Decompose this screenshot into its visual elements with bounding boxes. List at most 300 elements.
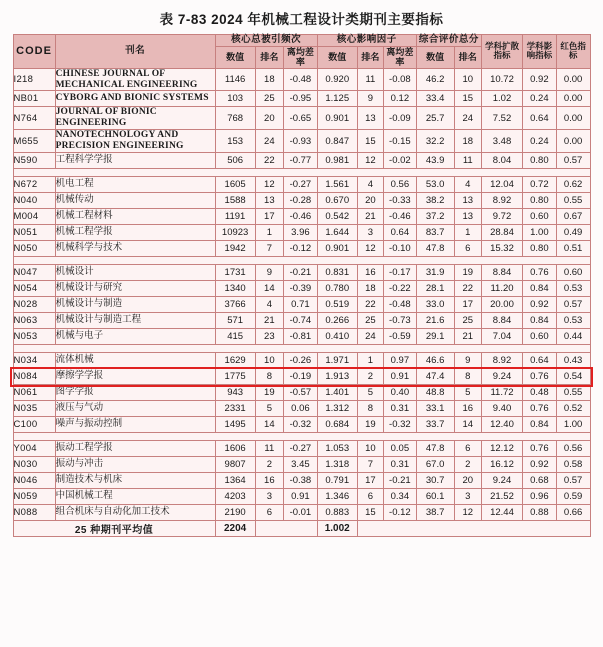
cell-score-value: 53.0 — [416, 177, 454, 193]
row-journal-name: JOURNAL OF BIONIC ENGINEERING — [55, 107, 215, 130]
cell-impact-value: 0.780 — [317, 281, 357, 297]
cell-impact-dev: 0.31 — [384, 457, 417, 473]
cell-score-rank: 25 — [454, 313, 481, 329]
row-code: NB01 — [13, 91, 55, 107]
cell-citations-rank: 17 — [255, 209, 283, 225]
cell-red-index: 0.56 — [556, 441, 590, 457]
row-code: N047 — [13, 265, 55, 281]
cell-impact-value: 0.670 — [317, 193, 357, 209]
table-row — [13, 473, 590, 489]
row-code: N672 — [13, 177, 55, 193]
cell-score-value: 29.1 — [416, 329, 454, 345]
cell-impact-dev: -0.22 — [384, 281, 417, 297]
cell-diffusion: 28.84 — [481, 225, 522, 241]
cell-score-value: 47.8 — [416, 441, 454, 457]
cell-citations-value: 1191 — [215, 209, 255, 225]
cell-diffusion: 20.00 — [481, 297, 522, 313]
cell-impact-rank: 25 — [357, 313, 383, 329]
cell-red-index: 0.52 — [556, 401, 590, 417]
table-row — [13, 68, 590, 91]
cell-impact-rank: 12 — [357, 153, 383, 169]
cell-red-index: 0.67 — [556, 209, 590, 225]
cell-diffusion: 10.72 — [481, 68, 522, 91]
cell-impact-dev: 0.91 — [384, 369, 417, 385]
cell-red-index: 0.57 — [556, 297, 590, 313]
cell-score-rank: 5 — [454, 385, 481, 401]
cell-impact-rank: 17 — [357, 473, 383, 489]
row-spacer — [13, 345, 590, 353]
row-code: N084 — [13, 369, 55, 385]
cell-impact-value: 0.920 — [317, 68, 357, 91]
cell-red-index: 0.60 — [556, 265, 590, 281]
row-journal-name: 噪声与振动控制 — [55, 417, 215, 433]
row-code: N046 — [13, 473, 55, 489]
cell-impact-rank: 24 — [357, 329, 383, 345]
cell-score-rank: 13 — [454, 209, 481, 225]
cell-impact-value: 0.901 — [317, 241, 357, 257]
row-journal-name: 机械工程学报 — [55, 225, 215, 241]
cell-score-rank: 21 — [454, 329, 481, 345]
cell-red-index: 0.00 — [556, 91, 590, 107]
cell-influence: 0.80 — [523, 193, 557, 209]
cell-diffusion: 11.20 — [481, 281, 522, 297]
table-row — [13, 91, 590, 107]
cell-diffusion: 8.92 — [481, 193, 522, 209]
total-blank-a — [255, 521, 317, 537]
table-row — [13, 385, 590, 401]
cell-red-index: 0.62 — [556, 177, 590, 193]
header-journal: 刊名 — [55, 35, 215, 69]
table-row — [13, 193, 590, 209]
row-code: N051 — [13, 225, 55, 241]
cell-score-rank: 14 — [454, 417, 481, 433]
cell-red-index: 0.00 — [556, 107, 590, 130]
cell-diffusion: 3.48 — [481, 130, 522, 153]
cell-citations-value: 1588 — [215, 193, 255, 209]
cell-score-value: 28.1 — [416, 281, 454, 297]
cell-score-value: 25.7 — [416, 107, 454, 130]
cell-influence: 0.24 — [523, 91, 557, 107]
row-journal-name: 机械传动 — [55, 193, 215, 209]
cell-citations-rank: 16 — [255, 473, 283, 489]
cell-diffusion: 12.40 — [481, 417, 522, 433]
cell-diffusion: 1.02 — [481, 91, 522, 107]
cell-citations-rank: 21 — [255, 313, 283, 329]
cell-influence: 0.76 — [523, 265, 557, 281]
cell-citations-value: 506 — [215, 153, 255, 169]
table-row-total — [13, 521, 590, 537]
cell-impact-value: 0.266 — [317, 313, 357, 329]
cell-score-rank: 12 — [454, 505, 481, 521]
cell-impact-dev: 0.97 — [384, 353, 417, 369]
cell-citations-value: 1942 — [215, 241, 255, 257]
cell-red-index: 0.44 — [556, 329, 590, 345]
header-citations-rank: 排名 — [255, 46, 283, 68]
cell-citations-dev: 3.45 — [284, 457, 318, 473]
cell-diffusion: 12.44 — [481, 505, 522, 521]
cell-impact-value: 0.684 — [317, 417, 357, 433]
cell-score-value: 83.7 — [416, 225, 454, 241]
cell-citations-dev: 0.71 — [284, 297, 318, 313]
cell-impact-dev: -0.21 — [384, 473, 417, 489]
cell-diffusion: 8.84 — [481, 313, 522, 329]
cell-citations-rank: 25 — [255, 91, 283, 107]
cell-citations-rank: 20 — [255, 107, 283, 130]
cell-citations-value: 10923 — [215, 225, 255, 241]
cell-citations-value: 1364 — [215, 473, 255, 489]
cell-citations-dev: -0.81 — [284, 329, 318, 345]
cell-score-rank: 17 — [454, 297, 481, 313]
row-journal-name: 机械工程材料 — [55, 209, 215, 225]
cell-citations-rank: 3 — [255, 489, 283, 505]
row-code: N590 — [13, 153, 55, 169]
row-journal-name: 液压与气动 — [55, 401, 215, 417]
cell-citations-dev: 3.96 — [284, 225, 318, 241]
cell-impact-dev: -0.12 — [384, 505, 417, 521]
cell-score-value: 33.0 — [416, 297, 454, 313]
cell-diffusion: 12.12 — [481, 441, 522, 457]
cell-score-value: 47.4 — [416, 369, 454, 385]
cell-citations-rank: 12 — [255, 177, 283, 193]
cell-impact-rank: 20 — [357, 193, 383, 209]
cell-score-value: 31.9 — [416, 265, 454, 281]
cell-citations-value: 943 — [215, 385, 255, 401]
cell-citations-dev: -0.39 — [284, 281, 318, 297]
cell-impact-rank: 16 — [357, 265, 383, 281]
cell-impact-value: 0.519 — [317, 297, 357, 313]
cell-citations-rank: 14 — [255, 281, 283, 297]
row-code: N764 — [13, 107, 55, 130]
cell-influence: 0.60 — [523, 209, 557, 225]
table-row — [13, 505, 590, 521]
cell-impact-dev: 0.34 — [384, 489, 417, 505]
cell-influence: 0.76 — [523, 369, 557, 385]
row-code: N054 — [13, 281, 55, 297]
cell-influence: 0.68 — [523, 473, 557, 489]
cell-score-rank: 6 — [454, 441, 481, 457]
cell-impact-dev: 0.56 — [384, 177, 417, 193]
cell-impact-value: 1.644 — [317, 225, 357, 241]
cell-impact-dev: 0.64 — [384, 225, 417, 241]
cell-influence: 0.76 — [523, 441, 557, 457]
row-code: N028 — [13, 297, 55, 313]
table-row — [13, 153, 590, 169]
cell-influence: 0.72 — [523, 177, 557, 193]
cell-impact-dev: -0.02 — [384, 153, 417, 169]
cell-citations-dev: -0.27 — [284, 441, 318, 457]
cell-diffusion: 8.84 — [481, 265, 522, 281]
cell-impact-value: 0.831 — [317, 265, 357, 281]
cell-impact-value: 0.901 — [317, 107, 357, 130]
cell-influence: 0.80 — [523, 241, 557, 257]
cell-impact-value: 1.312 — [317, 401, 357, 417]
cell-citations-dev: 0.06 — [284, 401, 318, 417]
row-journal-name: 机械设计 — [55, 265, 215, 281]
cell-red-index: 0.57 — [556, 473, 590, 489]
cell-red-index: 0.53 — [556, 313, 590, 329]
row-code: N040 — [13, 193, 55, 209]
cell-citations-dev: -0.65 — [284, 107, 318, 130]
cell-influence: 0.76 — [523, 401, 557, 417]
table-row — [13, 107, 590, 130]
cell-citations-value: 1606 — [215, 441, 255, 457]
cell-score-value: 43.9 — [416, 153, 454, 169]
header-score-rank: 排名 — [454, 46, 481, 68]
cell-impact-rank: 8 — [357, 401, 383, 417]
cell-impact-rank: 12 — [357, 241, 383, 257]
cell-impact-dev: -0.59 — [384, 329, 417, 345]
header-citations-dev: 离均差率 — [284, 46, 318, 68]
cell-influence: 0.92 — [523, 457, 557, 473]
cell-citations-value: 103 — [215, 91, 255, 107]
cell-impact-value: 1.561 — [317, 177, 357, 193]
table-row — [13, 457, 590, 473]
cell-citations-dev: -0.46 — [284, 209, 318, 225]
cell-diffusion: 9.72 — [481, 209, 522, 225]
cell-score-rank: 13 — [454, 193, 481, 209]
table-row — [13, 177, 590, 193]
cell-red-index: 0.54 — [556, 369, 590, 385]
cell-score-rank: 8 — [454, 369, 481, 385]
table-row — [13, 353, 590, 369]
cell-diffusion: 9.24 — [481, 369, 522, 385]
cell-red-index: 0.55 — [556, 193, 590, 209]
cell-citations-rank: 14 — [255, 417, 283, 433]
cell-diffusion: 8.92 — [481, 353, 522, 369]
cell-impact-value: 0.410 — [317, 329, 357, 345]
cell-citations-rank: 10 — [255, 353, 283, 369]
cell-impact-value: 1.318 — [317, 457, 357, 473]
cell-impact-rank: 21 — [357, 209, 383, 225]
cell-red-index: 0.49 — [556, 225, 590, 241]
cell-citations-rank: 6 — [255, 505, 283, 521]
cell-diffusion: 9.40 — [481, 401, 522, 417]
cell-citations-value: 1340 — [215, 281, 255, 297]
cell-influence: 0.84 — [523, 281, 557, 297]
cell-diffusion: 8.04 — [481, 153, 522, 169]
cell-citations-value: 1629 — [215, 353, 255, 369]
cell-impact-value: 0.791 — [317, 473, 357, 489]
cell-citations-dev: -0.27 — [284, 177, 318, 193]
total-impact: 1.002 — [317, 521, 357, 537]
cell-influence: 0.80 — [523, 153, 557, 169]
cell-impact-rank: 22 — [357, 297, 383, 313]
cell-red-index: 0.58 — [556, 457, 590, 473]
table-row — [13, 369, 590, 385]
journal-metrics-table — [13, 34, 591, 537]
table-row — [13, 401, 590, 417]
cell-score-rank: 15 — [454, 91, 481, 107]
cell-diffusion: 15.32 — [481, 241, 522, 257]
row-code: N050 — [13, 241, 55, 257]
cell-citations-dev: 0.91 — [284, 489, 318, 505]
row-spacer — [13, 169, 590, 177]
cell-impact-rank: 7 — [357, 457, 383, 473]
row-code: N035 — [13, 401, 55, 417]
cell-citations-value: 9807 — [215, 457, 255, 473]
cell-diffusion: 21.52 — [481, 489, 522, 505]
cell-citations-dev: -0.19 — [284, 369, 318, 385]
cell-citations-dev: -0.32 — [284, 417, 318, 433]
cell-impact-value: 0.883 — [317, 505, 357, 521]
row-spacer — [13, 257, 590, 265]
cell-score-value: 33.7 — [416, 417, 454, 433]
cell-impact-dev: -0.32 — [384, 417, 417, 433]
row-code: N059 — [13, 489, 55, 505]
cell-citations-dev: -0.93 — [284, 130, 318, 153]
cell-score-rank: 16 — [454, 401, 481, 417]
table-row-spacer — [13, 169, 590, 177]
cell-red-index: 0.51 — [556, 241, 590, 257]
row-code: M655 — [13, 130, 55, 153]
row-journal-name: 机械设计与制造 — [55, 297, 215, 313]
cell-impact-rank: 11 — [357, 68, 383, 91]
cell-citations-value: 415 — [215, 329, 255, 345]
row-journal-name: 机电工程 — [55, 177, 215, 193]
row-code: N034 — [13, 353, 55, 369]
cell-score-value: 32.2 — [416, 130, 454, 153]
row-journal-name: 机械与电子 — [55, 329, 215, 345]
cell-score-rank: 19 — [454, 265, 481, 281]
cell-diffusion: 9.24 — [481, 473, 522, 489]
header-group-citations: 核心总被引频次 — [215, 35, 317, 47]
header-diffusion: 学科扩散指标 — [481, 35, 522, 69]
cell-impact-rank: 4 — [357, 177, 383, 193]
cell-red-index: 1.00 — [556, 417, 590, 433]
cell-citations-dev: -0.38 — [284, 473, 318, 489]
cell-impact-rank: 15 — [357, 505, 383, 521]
cell-citations-rank: 7 — [255, 241, 283, 257]
cell-citations-rank: 9 — [255, 265, 283, 281]
cell-citations-rank: 5 — [255, 401, 283, 417]
table-row-spacer — [13, 345, 590, 353]
cell-score-value: 38.2 — [416, 193, 454, 209]
row-code: M004 — [13, 209, 55, 225]
row-journal-name: 组合机床与自动化加工技术 — [55, 505, 215, 521]
header-citations-value: 数值 — [215, 46, 255, 68]
cell-score-rank: 6 — [454, 241, 481, 257]
cell-influence: 0.92 — [523, 297, 557, 313]
cell-score-rank: 3 — [454, 489, 481, 505]
table-header — [13, 35, 590, 69]
cell-impact-rank: 13 — [357, 107, 383, 130]
cell-impact-rank: 6 — [357, 489, 383, 505]
cell-score-value: 33.1 — [416, 401, 454, 417]
cell-citations-rank: 22 — [255, 153, 283, 169]
cell-citations-rank: 23 — [255, 329, 283, 345]
cell-impact-rank: 1 — [357, 353, 383, 369]
table-row — [13, 313, 590, 329]
cell-score-rank: 24 — [454, 107, 481, 130]
cell-impact-rank: 3 — [357, 225, 383, 241]
header-group-impact: 核心影响因子 — [317, 35, 416, 47]
cell-impact-rank: 9 — [357, 91, 383, 107]
table-row — [13, 441, 590, 457]
cell-red-index: 0.59 — [556, 489, 590, 505]
cell-citations-value: 571 — [215, 313, 255, 329]
cell-score-value: 46.2 — [416, 68, 454, 91]
cell-score-value: 60.1 — [416, 489, 454, 505]
cell-impact-value: 1.913 — [317, 369, 357, 385]
row-code: N053 — [13, 329, 55, 345]
row-code: N088 — [13, 505, 55, 521]
row-journal-name: 流体机械 — [55, 353, 215, 369]
cell-red-index: 0.55 — [556, 385, 590, 401]
cell-score-value: 47.8 — [416, 241, 454, 257]
cell-citations-rank: 18 — [255, 68, 283, 91]
row-journal-name: 摩擦学学报 — [55, 369, 215, 385]
row-journal-name: 振动工程学报 — [55, 441, 215, 457]
cell-citations-dev: -0.57 — [284, 385, 318, 401]
cell-score-rank: 9 — [454, 353, 481, 369]
cell-score-rank: 20 — [454, 473, 481, 489]
row-journal-name: 机械设计与研究 — [55, 281, 215, 297]
table-row — [13, 297, 590, 313]
cell-citations-dev: -0.21 — [284, 265, 318, 281]
cell-citations-rank: 4 — [255, 297, 283, 313]
cell-score-value: 46.6 — [416, 353, 454, 369]
cell-score-rank: 22 — [454, 281, 481, 297]
cell-score-value: 33.4 — [416, 91, 454, 107]
cell-impact-value: 0.542 — [317, 209, 357, 225]
cell-citations-dev: -0.28 — [284, 193, 318, 209]
table-row — [13, 489, 590, 505]
cell-score-rank: 18 — [454, 130, 481, 153]
cell-citations-value: 153 — [215, 130, 255, 153]
cell-impact-value: 1.971 — [317, 353, 357, 369]
cell-impact-rank: 10 — [357, 441, 383, 457]
header-impact-rank: 排名 — [357, 46, 383, 68]
cell-diffusion: 7.52 — [481, 107, 522, 130]
cell-score-rank: 10 — [454, 68, 481, 91]
table-row — [13, 241, 590, 257]
cell-diffusion: 11.72 — [481, 385, 522, 401]
cell-citations-rank: 13 — [255, 193, 283, 209]
cell-citations-value: 2331 — [215, 401, 255, 417]
cell-score-value: 21.6 — [416, 313, 454, 329]
row-journal-name: NANOTECHNOLOGY AND PRECISION ENGINEERING — [55, 130, 215, 153]
cell-citations-dev: -0.48 — [284, 68, 318, 91]
header-impact-value: 数值 — [317, 46, 357, 68]
cell-impact-rank: 18 — [357, 281, 383, 297]
cell-red-index: 0.57 — [556, 153, 590, 169]
cell-influence: 0.60 — [523, 329, 557, 345]
cell-citations-rank: 1 — [255, 225, 283, 241]
cell-impact-rank: 2 — [357, 369, 383, 385]
cell-citations-value: 1495 — [215, 417, 255, 433]
table-row-spacer — [13, 257, 590, 265]
cell-influence: 0.48 — [523, 385, 557, 401]
cell-citations-rank: 11 — [255, 441, 283, 457]
row-journal-name: 图学学报 — [55, 385, 215, 401]
table-row-spacer — [13, 433, 590, 441]
cell-impact-dev: 0.40 — [384, 385, 417, 401]
cell-impact-value: 1.346 — [317, 489, 357, 505]
total-citations: 2204 — [215, 521, 255, 537]
cell-citations-dev: -0.01 — [284, 505, 318, 521]
row-journal-name: 工程科学学报 — [55, 153, 215, 169]
header-group-score: 综合评价总分 — [416, 35, 481, 47]
cell-citations-rank: 8 — [255, 369, 283, 385]
table-row — [13, 130, 590, 153]
cell-impact-value: 1.053 — [317, 441, 357, 457]
cell-impact-value: 0.847 — [317, 130, 357, 153]
table-row — [13, 209, 590, 225]
cell-citations-value: 2190 — [215, 505, 255, 521]
table-row — [13, 417, 590, 433]
row-code: N030 — [13, 457, 55, 473]
cell-citations-value: 1146 — [215, 68, 255, 91]
